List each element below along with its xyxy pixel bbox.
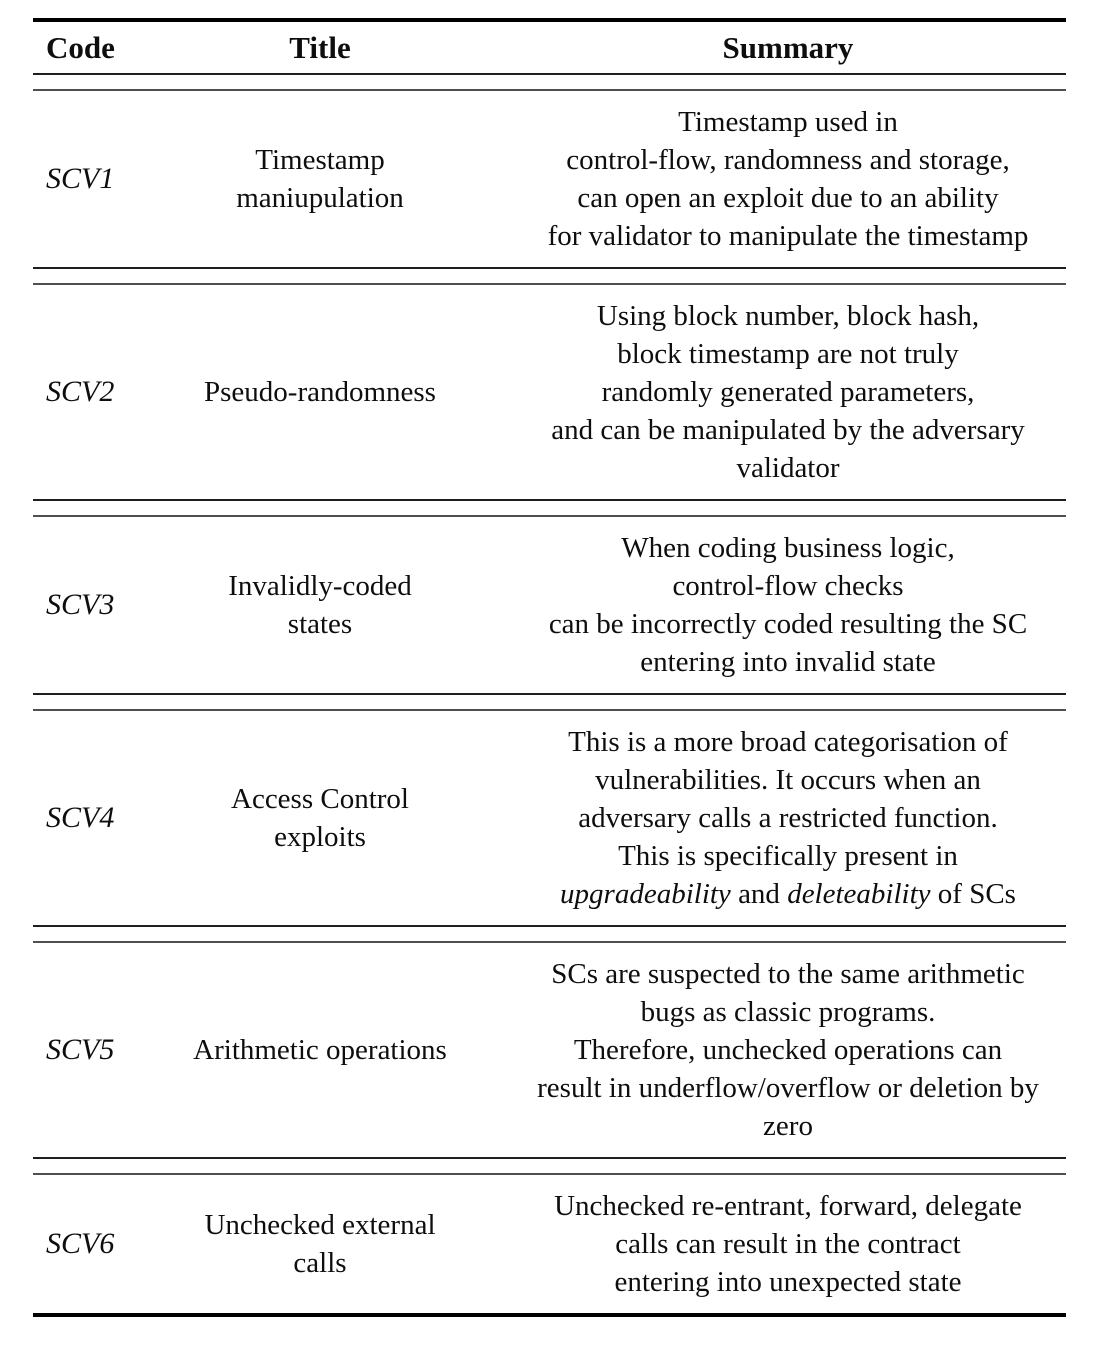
row-title [175,373,465,411]
summary-line [510,567,1066,605]
table-row [33,517,1066,693]
summary-line [510,529,1066,567]
header-summary: Summary [722,29,854,65]
title-line: Invalidly-coded [228,570,412,602]
row-summary [465,1175,1066,1313]
row-code: SCV1 [46,162,115,195]
summary-text: Timestamp used in [678,106,898,138]
summary-line [510,955,1066,993]
summary-text: SCs are suspected to the same arithmetic [551,958,1025,990]
row-summary [465,285,1066,499]
title-line: Access Control [231,783,409,815]
summary-text: and can be manipulated by the adversary [551,414,1025,446]
summary-line [510,411,1066,449]
summary-line [510,605,1066,643]
summary-line [510,1225,1066,1263]
row-code: SCV3 [46,588,115,621]
italic-term: deleteability [787,878,931,910]
summary-text: entering into unexpected state [614,1266,962,1298]
summary-line [510,799,1066,837]
row-separator [33,267,1066,285]
row-title [175,780,465,856]
summary-text: vulnerabilities. It occurs when an [595,764,981,796]
summary-text: can be incorrectly coded resulting the SC [548,608,1028,640]
summary-line [510,643,1066,681]
header-title: Title [289,29,351,65]
row-summary [465,91,1066,267]
summary-text: bugs as classic programs. [640,996,936,1028]
summary-text: When coding business logic, [621,532,955,564]
summary-line [510,1031,1066,1069]
summary-line [510,993,1066,1031]
summary-line [510,373,1066,411]
table-row [33,91,1066,267]
row-title [175,141,465,217]
row-code: SCV2 [46,375,115,408]
summary-line [510,217,1066,255]
summary-line [510,761,1066,799]
title-line: maniupulation [236,182,404,214]
summary-text: control-flow checks [672,570,904,602]
row-summary [465,711,1066,925]
row-separator [33,1157,1066,1175]
summary-line [510,1069,1066,1107]
summary-text: randomly generated parameters, [601,376,975,408]
row-code: SCV6 [46,1227,115,1260]
summary-line [510,837,1066,875]
summary-line [510,1263,1066,1301]
row-separator [33,925,1066,943]
summary-line [510,1107,1066,1145]
title-line: Unchecked external [204,1209,436,1241]
row-title [175,1206,465,1282]
summary-text: Using block number, block hash, [596,300,980,332]
summary-line [510,103,1066,141]
row-summary [465,517,1066,693]
summary-text: control-flow, randomness and storage, [566,144,1010,176]
title-line: Pseudo-randomness [204,376,436,408]
row-summary [465,943,1066,1157]
summary-text: can open an exploit due to an ability [577,182,999,214]
row-separator [33,693,1066,711]
title-line: Timestamp [255,144,385,176]
table-header-row [33,22,1066,73]
title-line: states [287,608,353,640]
summary-line [510,723,1066,761]
table-body [33,73,1066,1313]
row-code: SCV4 [46,801,115,834]
title-line: exploits [274,821,366,853]
row-separator [33,499,1066,517]
summary-line [510,141,1066,179]
table-bottom-rule [33,1313,1066,1317]
summary-text: block timestamp are not truly [617,338,959,370]
summary-line [510,335,1066,373]
summary-text: of SCs [930,878,1016,910]
summary-text: for validator to manipulate the timestamp [547,220,1029,252]
row-title [175,567,465,643]
title-line: calls [293,1247,347,1279]
row-separator [33,73,1066,91]
row-code: SCV5 [46,1033,115,1066]
summary-text: This is specifically present in [618,840,958,872]
header-code: Code [46,29,115,65]
title-line: Arithmetic operations [193,1034,447,1066]
summary-text: validator [736,452,840,484]
row-title [175,1031,465,1069]
summary-text: Therefore, unchecked operations can [573,1034,1003,1066]
italic-term: upgradeability [560,878,731,910]
summary-text: entering into invalid state [640,646,936,678]
vulnerability-table [33,18,1066,1317]
table-row [33,943,1066,1157]
summary-text: This is a more broad categorisation of [568,726,1008,758]
summary-text: result in underflow/overflow or deletion by [537,1072,1039,1104]
summary-text: and [730,878,788,910]
summary-text: calls can result in the contract [615,1228,961,1260]
summary-line [510,875,1066,913]
summary-line [510,449,1066,487]
table-row [33,285,1066,499]
summary-line [510,297,1066,335]
summary-text: Unchecked re-entrant, forward, delegate [554,1190,1022,1222]
summary-text: zero [763,1110,813,1142]
summary-text: adversary calls a restricted function. [578,802,998,834]
table-row [33,1175,1066,1313]
summary-line [510,179,1066,217]
table-row [33,711,1066,925]
summary-line [510,1187,1066,1225]
